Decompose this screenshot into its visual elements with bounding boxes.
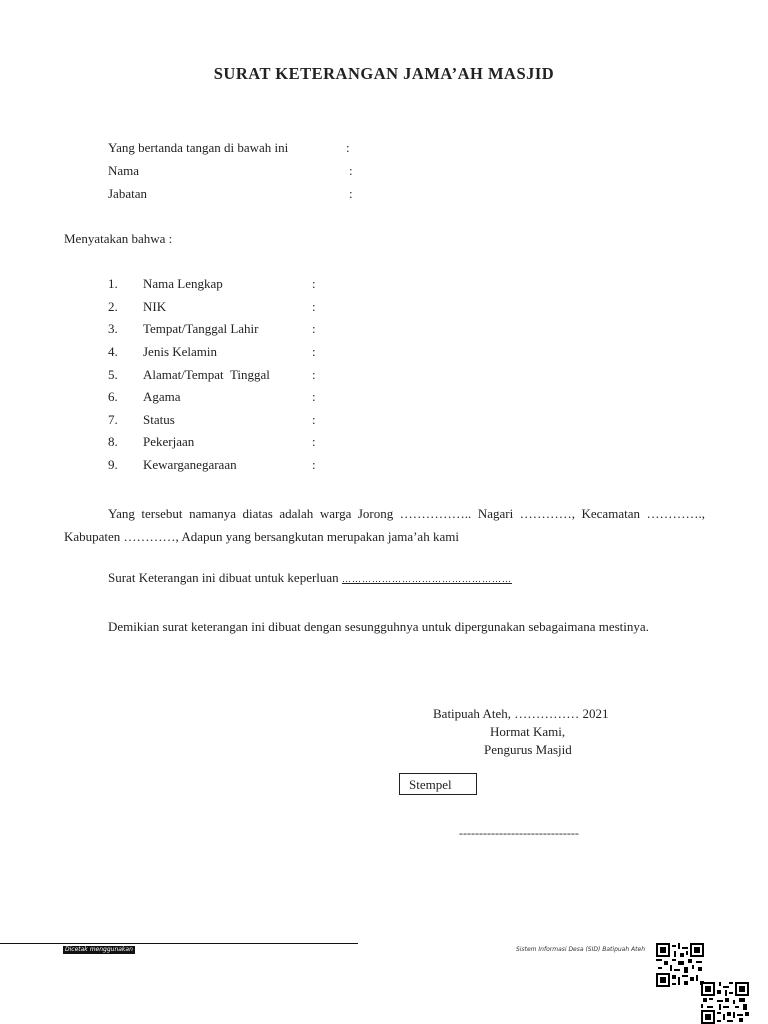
signer-role: Pengurus Masjid	[484, 742, 572, 757]
field-num: 8.	[108, 434, 118, 449]
field-label-nik: NIK	[143, 299, 167, 314]
footer-system-name: Sistem Informasi Desa (SID) Batipuah Ateh	[516, 946, 646, 953]
field-label-status: Status	[143, 412, 175, 427]
signer-name-label: Nama	[108, 163, 140, 178]
field-colon: :	[312, 367, 316, 382]
field-colon: :	[312, 299, 316, 314]
signature-line: ------------------------------	[459, 826, 579, 840]
field-num: 6.	[108, 389, 118, 404]
qr-code-icon	[701, 982, 749, 1024]
field-num: 4.	[108, 344, 118, 359]
field-label-kewarganegaraan: Kewarganegaraan	[143, 457, 237, 472]
field-colon: :	[312, 276, 316, 291]
closing-paragraph: Demikian surat keterangan ini dibuat dengan sesungguhnya untuk dipergunakan sebagaimana mestinya.	[108, 619, 649, 634]
field-num: 3.	[108, 321, 118, 336]
page-title: SURAT KETERANGAN JAMA’AH MASJID	[213, 64, 555, 83]
field-num: 1.	[108, 276, 118, 291]
purpose-label: Surat Keterangan ini dibuat untuk keperluan	[108, 570, 339, 585]
signer-intro-colon: :	[346, 140, 350, 155]
declaration-text: Menyatakan bahwa :	[64, 231, 173, 246]
field-label-alamat: Alamat/Tempat Tinggal	[143, 367, 270, 382]
stamp-box: Stempel	[399, 773, 477, 795]
field-num: 7.	[108, 412, 118, 427]
field-num: 2.	[108, 299, 118, 314]
field-colon: :	[312, 389, 316, 404]
field-label-agama: Agama	[143, 389, 181, 404]
signer-name-colon: :	[349, 163, 353, 178]
field-label-tempat-tanggal-lahir: Tempat/Tanggal Lahir	[143, 321, 259, 336]
field-label-pekerjaan: Pekerjaan	[143, 434, 195, 449]
field-colon: :	[312, 457, 316, 472]
qr-code-icon	[656, 943, 704, 987]
signer-position-colon: :	[349, 186, 353, 201]
signer-position-label: Jabatan	[108, 186, 147, 201]
purpose-line	[108, 570, 512, 586]
regards-text: Hormat Kami,	[490, 724, 566, 739]
footer-divider	[0, 943, 358, 944]
field-colon: :	[312, 321, 316, 336]
residence-paragraph: Yang tersebut namanya diatas adalah warga Jorong …………….. Nagari …………, Kecamatan …………., Kabupaten …………, Adapun yang bersangkutan merupakan jama’ah kami	[64, 506, 705, 544]
field-num: 5.	[108, 367, 118, 382]
field-num: 9.	[108, 457, 118, 472]
signer-intro: Yang bertanda tangan di bawah ini	[108, 140, 289, 155]
purpose-blank: ……………………………………………	[341, 574, 512, 584]
field-label-nama-lengkap: Nama Lengkap	[143, 276, 223, 291]
field-colon: :	[312, 434, 316, 449]
place-date: Batipuah Ateh, …………… 2021	[433, 706, 609, 721]
field-colon: :	[312, 344, 316, 359]
field-colon: :	[312, 412, 316, 427]
field-label-jenis-kelamin: Jenis Kelamin	[143, 344, 218, 359]
footer-printed-with: Dicetak menggunakan	[65, 946, 133, 953]
